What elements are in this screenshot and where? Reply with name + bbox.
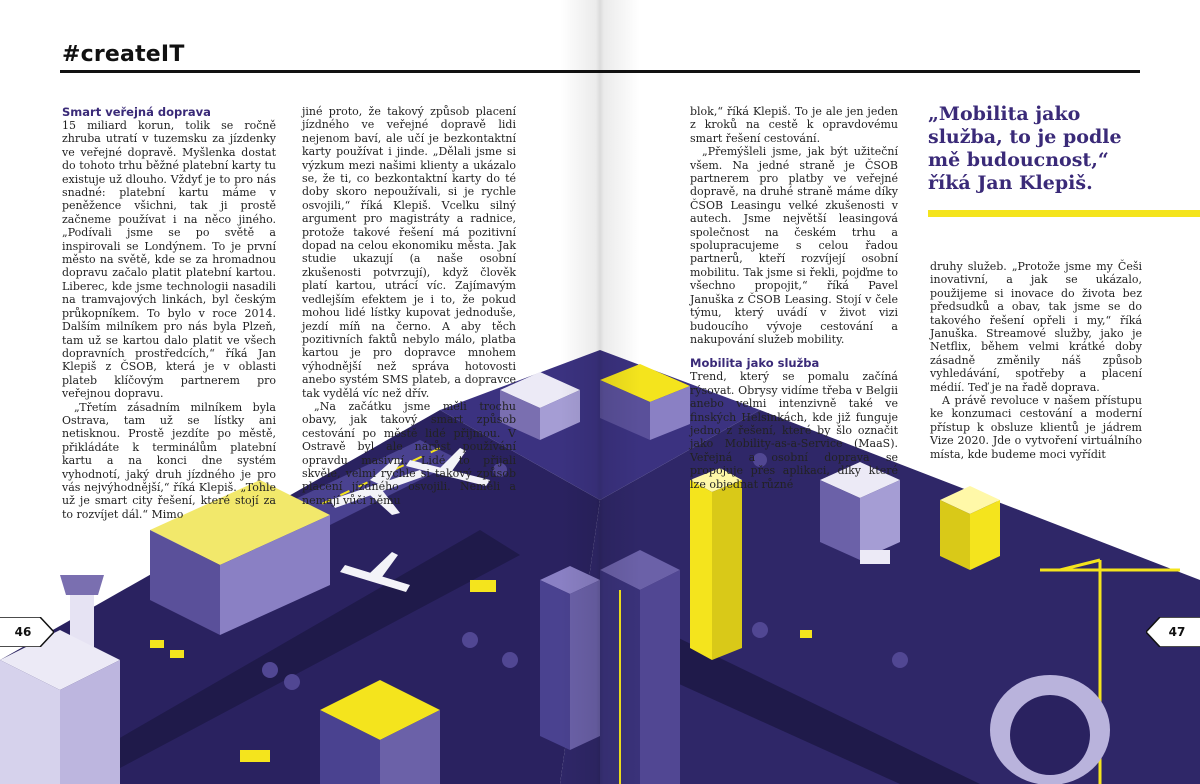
paragraph: 15 miliard korun, tolik se ročně zhruba utratí v tuzemsku za jízdenky ve veřejné dopravě. Myšlenka dostat do tohoto trhu běžné platební karty tu existuje už dlouho. Vždyť je to pro nás snadné: platební kartu máme v peněžence všichni, tak ji prostě začneme používat i na něco jiného. „Podívali jsme se po světě a inspirovali se Londýnem. To je první město na světě, kde se za hromadnou dopravu začalo platit platební kartou. Liberec, kde jsme technologii nasadili na tramvajových linkách, byl českým průkopníkem. To bylo v roce 2014. Dalším milníkem pro nás byla Plzeň, tam už se kartou dalo platit ve všech dopravních prostředcích,“ říká Jan Klepiš z ČSOB, která je v oblasti plateb klíčovým partnerem pro veřejnou dopravu. (62, 119, 276, 401)
paragraph: A právě revoluce v našem přístupu ke konzumaci cestování a moderní přístup k obsluze klientů je jádrem Vize 2020. Jde o vytvoření virtuálního místa, kde budeme moci vyřídit (930, 394, 1142, 461)
pull-quote: „Mobilita jako služba, to je podle mě budoucnost,“ říká Jan Klepiš. (928, 103, 1122, 194)
page-number-left (0, 617, 54, 647)
paragraph: druhy služeb. „Protože jsme my Češi inovativní, a jak se ukázalo, použijeme si inovace do života bez předsudků a obav, tak jsme se do takového řešení opřeli i my,“ říká Januška. Streamové služby, jako je Netflix, během velmi krátké doby zásadně změnily náš způsob vyhledávání, spotřeby a placení médií. Teď je na řadě doprava. (930, 260, 1142, 394)
paragraph: blok,“ říká Klepiš. To je ale jen jeden z kroků na cestě k opravdovému smart řešení cestování. (690, 105, 898, 145)
paragraph: Trend, který se pomalu začíná rýsovat. Obrysy vidíme třeba v Belgii anebo velmi intenzivně také ve finských Helsinkách, kde již funguje jedno z řešení, které by šlo označit jako Mobility-as-a-Service (MaaS). Veřejná a osobní doprava se propojuje přes aplikaci, díky které lze objednat různé (690, 370, 898, 491)
left-column-1 (62, 105, 276, 521)
paragraph: „Přemýšleli jsme, jak být užiteční všem. Na jedné straně je ČSOB partnerem pro platby ve veřejné dopravě, na druhé straně máme díky ČSOB Leasingu velké zkušenosti v autech. Jsme největší leasingová společnost na českém trhu a spolupracujeme s celou řadou partnerů, kteří rozvíjejí osobní mobilitu. Tak jsme si řekli, pojďme to všechno propojit,“ říká Pavel Januška z ČSOB Leasing. Stojí v čele týmu, který uvádí v život vizi budoucího vývoje cestování a nakupování služeb mobility. (690, 145, 898, 346)
left-column-2 (302, 105, 516, 507)
section-heading-smart-transport: Smart veřejná doprava (62, 105, 211, 119)
paragraph: jiné proto, že takový způsob placení jízdného ve veřejné dopravě lidi nejenom baví, ale učí je bezkontaktní karty používat i jinde. „Dělali jsme si výzkum mezi našimi klienty a ukázalo se, že ti, co bezkontaktní karty do té doby skoro nepoužívali, si je rychle osvojili,“ říká Klepiš. Vcelku silný argument pro magistráty a radnice, protože takové řešení má pozitivní dopad na celou ekonomiku města. Jak studie ukazují (a naše osobní zkušenosti potvrzují), když člověk platí kartou, utrácí víc. Zajímavým vedlejším efektem je i to, že pokud mohou lidé lístky kupovat jednoduše, jezdí míň na černo. A aby těch pozitivních faktů nebylo málo, platba kartou je pro dopravce mnohem výhodnější než správa hotovosti anebo systém SMS plateb, a dopravce tak vydělá víc než dřív. (302, 105, 516, 400)
header-rule-left (60, 70, 600, 73)
page-number-right-text: 47 (1168, 625, 1186, 639)
page-number-right (1146, 617, 1200, 647)
page-number-left-text: 46 (14, 625, 32, 639)
right-column-2 (930, 260, 1142, 461)
header-rule-right (600, 70, 1140, 73)
section-heading-mobility: Mobilita jako služba (690, 356, 820, 371)
right-column-1 (690, 105, 898, 491)
quote-accent-bar (928, 210, 1200, 217)
brand-header: #createIT (62, 42, 185, 67)
paragraph: „Na začátku jsme měli trochu obavy, jak takový smart způsob cestování po městě lidé přijmou. V Ostravě byl ale nárůst používání opravdu masivní. Lidé to přijali skvěle, velmi rychle si takový způsob placení jízdného osvojili. Neměli a nemají vůči němu (302, 399, 516, 507)
paragraph: „Třetím zásadním milníkem byla Ostrava, tam už se lístky ani netisknou. Prostě jezdíte po městě, přikládáte k terminálům platební kartu a na konci dne systém vyhodnotí, jaký druh jízdného je pro vás nejvýhodnější,“ říká Klepiš. „Tohle už je smart city řešení, které stojí za to rozvíjet dál.“ Mimo (62, 400, 276, 521)
